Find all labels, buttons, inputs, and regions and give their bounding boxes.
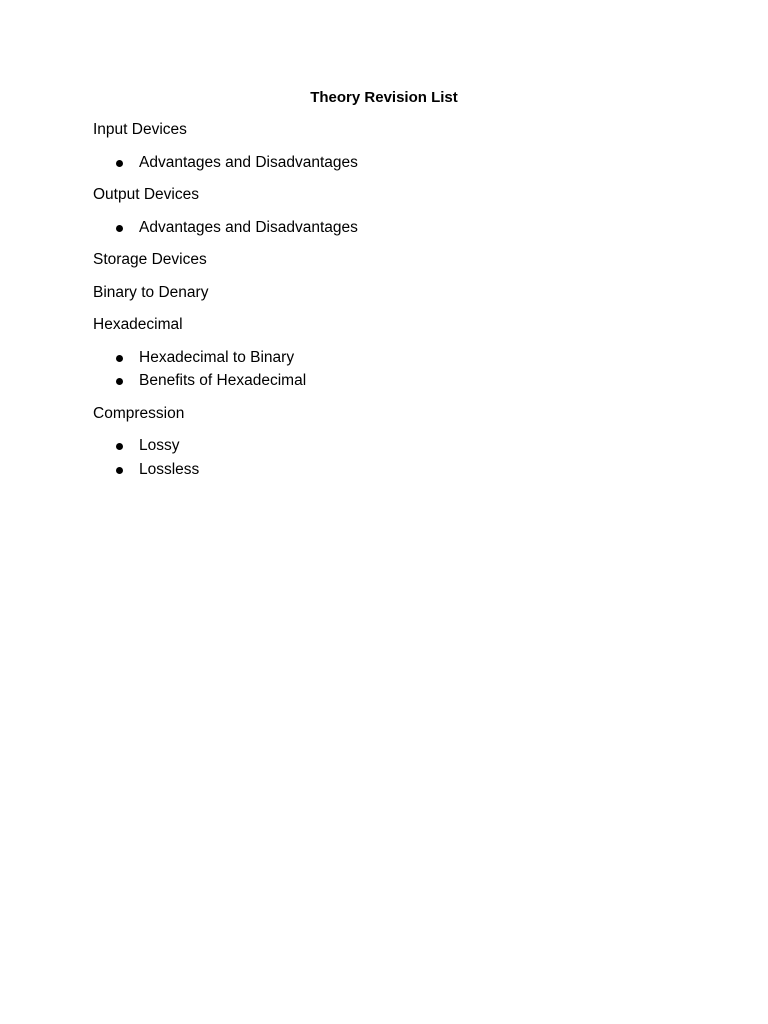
section-binary-to-denary xyxy=(93,283,693,303)
bullet-item xyxy=(93,371,693,391)
bullet-item xyxy=(93,348,693,368)
bullet-point-icon xyxy=(116,378,123,385)
section-hexadecimal xyxy=(93,315,693,391)
bullet-item xyxy=(93,218,693,238)
bullet-list xyxy=(93,436,693,480)
section-heading: Binary to Denary xyxy=(93,283,209,301)
section-heading: Output Devices xyxy=(93,186,199,203)
bullet-point-icon xyxy=(116,467,123,474)
section-heading: Input Devices xyxy=(93,121,187,138)
document-title: Theory Revision List xyxy=(310,89,458,106)
section-compression xyxy=(93,404,693,480)
bullet-text: Advantages and Disadvantages xyxy=(139,153,358,171)
bullet-item xyxy=(93,436,693,456)
bullet-point-icon xyxy=(116,160,123,167)
section-heading: Storage Devices xyxy=(93,251,207,268)
section-output-devices xyxy=(93,185,693,238)
bullet-item xyxy=(93,153,693,173)
bullet-list xyxy=(93,218,693,238)
section-heading: Hexadecimal xyxy=(93,316,183,333)
bullet-list xyxy=(93,348,693,392)
section-input-devices xyxy=(93,120,693,173)
bullet-text: Lossless xyxy=(139,460,200,478)
bullet-text: Benefits of Hexadecimal xyxy=(139,372,307,389)
bullet-text: Hexadecimal to Binary xyxy=(139,348,295,366)
bullet-point-icon xyxy=(116,443,123,450)
bullet-list xyxy=(93,153,693,173)
revision-list xyxy=(93,120,693,492)
section-heading: Compression xyxy=(93,404,185,422)
section-storage-devices xyxy=(93,250,693,270)
bullet-text: Lossy xyxy=(139,437,180,454)
bullet-text: Advantages and Disadvantages xyxy=(139,218,358,236)
bullet-item xyxy=(93,460,693,480)
bullet-point-icon xyxy=(116,355,123,362)
bullet-point-icon xyxy=(116,225,123,232)
